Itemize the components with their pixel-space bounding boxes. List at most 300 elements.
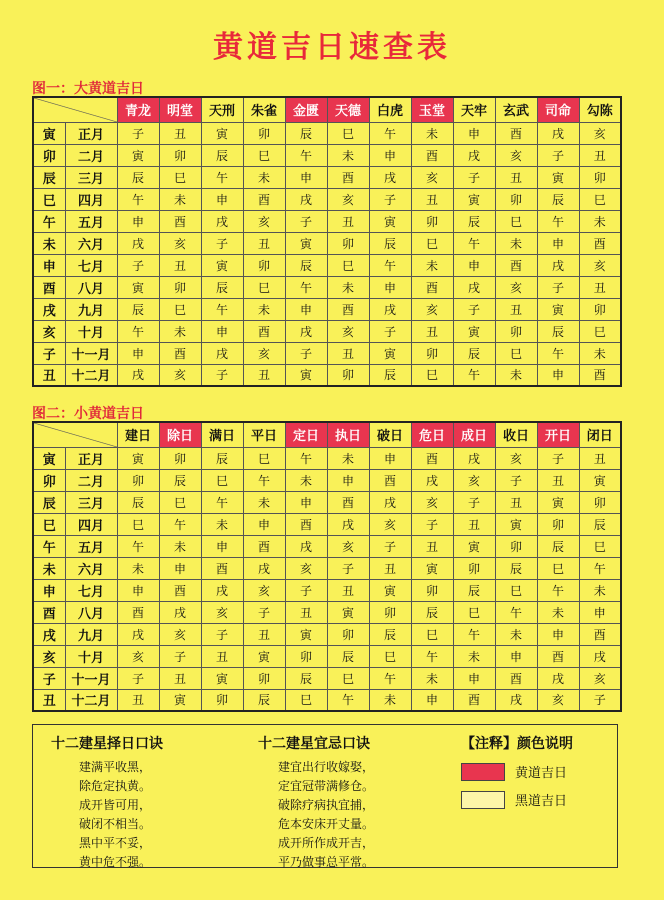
column-header: 开日 — [537, 422, 579, 447]
table-cell: 巳 — [495, 342, 537, 364]
table-cell: 寅 — [159, 689, 201, 711]
table-cell: 午 — [453, 623, 495, 645]
table-cell: 子 — [495, 469, 537, 491]
branch-cell: 酉 — [33, 276, 65, 298]
table-cell: 未 — [411, 122, 453, 144]
table-cell: 申 — [117, 579, 159, 601]
table-cell: 酉 — [369, 469, 411, 491]
table-cell: 酉 — [495, 667, 537, 689]
month-cell: 十月 — [65, 320, 117, 342]
table-cell: 辰 — [537, 320, 579, 342]
rhyme-yiji — [258, 733, 374, 872]
table-cell: 戌 — [369, 166, 411, 188]
month-cell: 四月 — [65, 513, 117, 535]
table-cell: 亥 — [369, 513, 411, 535]
table-cell: 午 — [201, 491, 243, 513]
table-cell: 巳 — [453, 601, 495, 623]
table-cell: 戌 — [159, 601, 201, 623]
table-cell: 未 — [327, 447, 369, 469]
table-cell: 亥 — [411, 491, 453, 513]
table-cell: 申 — [243, 513, 285, 535]
table-cell: 寅 — [369, 579, 411, 601]
branch-cell: 戌 — [33, 298, 65, 320]
table-cell: 申 — [117, 342, 159, 364]
table-cell: 申 — [327, 469, 369, 491]
column-header: 闭日 — [579, 422, 621, 447]
table-cell: 卯 — [327, 232, 369, 254]
table-cell: 子 — [201, 232, 243, 254]
table-cell: 卯 — [201, 689, 243, 711]
table-cell: 酉 — [159, 342, 201, 364]
table-cell: 亥 — [243, 210, 285, 232]
month-cell: 五月 — [65, 210, 117, 232]
table-cell: 卯 — [285, 645, 327, 667]
table-cell: 辰 — [327, 645, 369, 667]
notes-title: 【注释】颜色说明 — [461, 736, 573, 752]
month-cell: 二月 — [65, 144, 117, 166]
table-cell: 巳 — [243, 447, 285, 469]
table-cell: 未 — [411, 254, 453, 276]
branch-cell: 午 — [33, 535, 65, 557]
branch-cell: 亥 — [33, 320, 65, 342]
table-cell: 辰 — [117, 491, 159, 513]
branch-cell: 寅 — [33, 122, 65, 144]
branch-cell: 酉 — [33, 601, 65, 623]
table-cell: 丑 — [495, 491, 537, 513]
table-cell: 寅 — [453, 320, 495, 342]
branch-cell: 午 — [33, 210, 65, 232]
table-cell: 午 — [201, 166, 243, 188]
table-cell: 戌 — [117, 623, 159, 645]
table-cell: 巳 — [579, 188, 621, 210]
table-cell: 亥 — [453, 469, 495, 491]
table-cell: 卯 — [495, 188, 537, 210]
rhyme-line: 成开所作成开吉， — [278, 836, 375, 850]
month-cell: 十二月 — [65, 364, 117, 386]
month-cell: 八月 — [65, 276, 117, 298]
table-cell: 亥 — [159, 623, 201, 645]
table-cell: 午 — [369, 667, 411, 689]
table-cell: 巳 — [579, 320, 621, 342]
month-cell: 十一月 — [65, 667, 117, 689]
table-cell: 巳 — [159, 491, 201, 513]
table-cell: 子 — [579, 689, 621, 711]
table-cell: 戌 — [285, 320, 327, 342]
table-cell: 寅 — [495, 513, 537, 535]
table-cell: 亥 — [159, 364, 201, 386]
column-header: 金匮 — [285, 97, 327, 122]
table-cell: 申 — [285, 491, 327, 513]
table-cell: 丑 — [117, 689, 159, 711]
table-cell: 巳 — [369, 645, 411, 667]
table-cell: 未 — [159, 320, 201, 342]
table-cell: 卯 — [411, 210, 453, 232]
month-cell: 十一月 — [65, 342, 117, 364]
column-header: 满日 — [201, 422, 243, 447]
table-cell: 丑 — [495, 298, 537, 320]
column-header: 朱雀 — [243, 97, 285, 122]
table-cell: 申 — [453, 122, 495, 144]
table-cell: 酉 — [411, 276, 453, 298]
table-cell: 巳 — [327, 254, 369, 276]
table-cell: 午 — [327, 689, 369, 711]
table-cell: 卯 — [495, 320, 537, 342]
table-cell: 酉 — [579, 623, 621, 645]
table-cell: 辰 — [537, 535, 579, 557]
table-cell: 丑 — [579, 144, 621, 166]
table-cell: 酉 — [453, 689, 495, 711]
branch-cell: 寅 — [33, 447, 65, 469]
table-cell: 寅 — [201, 667, 243, 689]
branch-cell: 巳 — [33, 188, 65, 210]
rhyme-selection — [51, 733, 163, 872]
table-cell: 卯 — [579, 491, 621, 513]
table-cell: 卯 — [243, 122, 285, 144]
table-cell: 戌 — [453, 276, 495, 298]
column-header: 定日 — [285, 422, 327, 447]
table-cell: 卯 — [159, 447, 201, 469]
table-cell: 酉 — [285, 513, 327, 535]
table-cell: 丑 — [327, 210, 369, 232]
table-cell: 巳 — [537, 557, 579, 579]
rhyme-line: 破闭不相当。 — [79, 817, 152, 831]
color-swatch-red — [461, 763, 505, 781]
table-cell: 辰 — [117, 166, 159, 188]
table-cell: 酉 — [579, 232, 621, 254]
branch-cell: 卯 — [33, 144, 65, 166]
page-title: 黄道吉日速查表 — [213, 30, 451, 65]
table-cell: 未 — [495, 623, 537, 645]
table-cell: 戌 — [537, 254, 579, 276]
table-cell: 申 — [201, 188, 243, 210]
table-cell: 亥 — [159, 232, 201, 254]
table-row — [33, 320, 621, 342]
small-huangdao-table — [32, 421, 622, 712]
table-cell: 申 — [537, 364, 579, 386]
table-cell: 亥 — [327, 320, 369, 342]
table-cell: 戌 — [453, 447, 495, 469]
table-cell: 申 — [495, 645, 537, 667]
table-cell: 卯 — [243, 667, 285, 689]
table-cell: 戌 — [201, 579, 243, 601]
table-cell: 子 — [285, 342, 327, 364]
table-cell: 午 — [117, 535, 159, 557]
note-heidao — [461, 790, 573, 809]
table-cell: 酉 — [159, 579, 201, 601]
table-cell: 辰 — [453, 342, 495, 364]
column-header: 除日 — [159, 422, 201, 447]
table-cell: 丑 — [579, 276, 621, 298]
table-cell: 子 — [201, 364, 243, 386]
table-row — [33, 298, 621, 320]
table-cell: 亥 — [579, 667, 621, 689]
table-cell: 申 — [369, 276, 411, 298]
table-cell: 未 — [243, 166, 285, 188]
table-cell: 午 — [159, 513, 201, 535]
table-cell: 丑 — [327, 579, 369, 601]
table-cell: 未 — [495, 232, 537, 254]
month-cell: 三月 — [65, 491, 117, 513]
table-cell: 申 — [369, 144, 411, 166]
rhyme-line: 黄中危不强。 — [79, 855, 152, 869]
table-cell: 申 — [537, 232, 579, 254]
table-cell: 戌 — [537, 667, 579, 689]
table-cell: 丑 — [411, 188, 453, 210]
table-cell: 子 — [201, 623, 243, 645]
rhyme-line: 破除疗病执宜捕， — [278, 798, 375, 812]
table-cell: 戌 — [201, 210, 243, 232]
branch-cell: 未 — [33, 232, 65, 254]
table-cell: 午 — [537, 342, 579, 364]
rhyme-line: 成开皆可用， — [79, 798, 152, 812]
column-header: 天德 — [327, 97, 369, 122]
table-cell: 辰 — [201, 144, 243, 166]
branch-cell: 子 — [33, 667, 65, 689]
table-cell: 丑 — [159, 667, 201, 689]
table-cell: 午 — [579, 557, 621, 579]
table-cell: 午 — [201, 298, 243, 320]
table-cell: 子 — [453, 491, 495, 513]
rhyme-line: 建宜出行收嫁娶， — [278, 760, 375, 774]
table-cell: 午 — [453, 232, 495, 254]
table-cell: 亥 — [117, 645, 159, 667]
table-cell: 午 — [285, 276, 327, 298]
table-cell: 亥 — [327, 188, 369, 210]
table-cell: 巳 — [159, 298, 201, 320]
table-cell: 巳 — [411, 623, 453, 645]
rhyme-line: 定宜冠带满修仓。 — [278, 779, 375, 793]
table-cell: 未 — [117, 557, 159, 579]
column-header: 玄武 — [495, 97, 537, 122]
table-cell: 戌 — [285, 188, 327, 210]
table-cell: 子 — [453, 298, 495, 320]
table-cell: 子 — [537, 144, 579, 166]
table-cell: 寅 — [285, 364, 327, 386]
table-cell: 丑 — [453, 513, 495, 535]
legend-box — [32, 724, 618, 868]
column-header: 建日 — [117, 422, 159, 447]
table-cell: 卯 — [411, 579, 453, 601]
table-cell: 戌 — [243, 557, 285, 579]
table-row — [33, 667, 621, 689]
month-cell: 十二月 — [65, 689, 117, 711]
table-row — [33, 491, 621, 513]
table-header-row — [33, 422, 621, 447]
table-row — [33, 342, 621, 364]
table-cell: 申 — [453, 254, 495, 276]
table-cell: 子 — [243, 601, 285, 623]
table-cell: 子 — [117, 122, 159, 144]
table-corner-cell — [33, 97, 117, 122]
table-cell: 戌 — [327, 513, 369, 535]
table-row — [33, 166, 621, 188]
month-cell: 三月 — [65, 166, 117, 188]
table-row — [33, 535, 621, 557]
table-cell: 丑 — [243, 364, 285, 386]
table-cell: 辰 — [537, 188, 579, 210]
table-row — [33, 645, 621, 667]
table-cell: 子 — [453, 166, 495, 188]
table-cell: 巳 — [159, 166, 201, 188]
table-cell: 亥 — [579, 122, 621, 144]
table-cell: 子 — [369, 188, 411, 210]
month-cell: 八月 — [65, 601, 117, 623]
table-cell: 丑 — [579, 447, 621, 469]
rhyme-line: 除危定执黄。 — [79, 779, 152, 793]
table-cell: 寅 — [285, 232, 327, 254]
table-cell: 酉 — [327, 298, 369, 320]
table-cell: 未 — [243, 298, 285, 320]
table-cell: 卯 — [579, 298, 621, 320]
table-cell: 亥 — [243, 579, 285, 601]
table-cell: 未 — [579, 210, 621, 232]
table-cell: 子 — [117, 254, 159, 276]
table-cell: 丑 — [243, 232, 285, 254]
table-cell: 辰 — [201, 276, 243, 298]
table-cell: 丑 — [411, 535, 453, 557]
table-cell: 巳 — [243, 144, 285, 166]
table-cell: 未 — [579, 579, 621, 601]
table-row — [33, 447, 621, 469]
table-cell: 寅 — [201, 254, 243, 276]
table-cell: 辰 — [117, 298, 159, 320]
column-header: 司命 — [537, 97, 579, 122]
table-cell: 亥 — [411, 298, 453, 320]
table-cell: 卯 — [327, 623, 369, 645]
table-cell: 午 — [117, 320, 159, 342]
table-cell: 寅 — [537, 166, 579, 188]
table-cell: 巳 — [117, 513, 159, 535]
table-cell: 午 — [369, 122, 411, 144]
branch-cell: 子 — [33, 342, 65, 364]
table-cell: 子 — [537, 276, 579, 298]
table-cell: 午 — [453, 364, 495, 386]
table-cell: 卯 — [495, 535, 537, 557]
table-cell: 丑 — [285, 601, 327, 623]
branch-cell: 辰 — [33, 491, 65, 513]
table-cell: 卯 — [453, 557, 495, 579]
rhyme-line: 平乃做事总平常。 — [278, 855, 375, 869]
table-cell: 卯 — [159, 144, 201, 166]
table-cell: 寅 — [453, 188, 495, 210]
table-cell: 午 — [243, 469, 285, 491]
table-cell: 巳 — [201, 469, 243, 491]
column-header: 明堂 — [159, 97, 201, 122]
table-row — [33, 232, 621, 254]
rhyme-line: 危本安床开丈量。 — [278, 817, 375, 831]
table-cell: 丑 — [327, 342, 369, 364]
table-cell: 子 — [117, 667, 159, 689]
table-cell: 辰 — [579, 513, 621, 535]
table-row — [33, 276, 621, 298]
table-row — [33, 122, 621, 144]
table-cell: 辰 — [453, 579, 495, 601]
table-cell: 未 — [369, 689, 411, 711]
table-cell: 巳 — [411, 232, 453, 254]
table-cell: 未 — [411, 667, 453, 689]
column-header: 收日 — [495, 422, 537, 447]
table-cell: 亥 — [579, 254, 621, 276]
table-cell: 巳 — [495, 210, 537, 232]
table-cell: 辰 — [285, 254, 327, 276]
table-cell: 丑 — [537, 469, 579, 491]
column-header: 玉堂 — [411, 97, 453, 122]
table-cell: 申 — [159, 557, 201, 579]
column-header: 青龙 — [117, 97, 159, 122]
table-cell: 亥 — [495, 447, 537, 469]
month-cell: 九月 — [65, 298, 117, 320]
table-cell: 辰 — [243, 689, 285, 711]
table-cell: 卯 — [117, 469, 159, 491]
rhyme-line: 黑中平不妥， — [79, 836, 152, 850]
table-cell: 未 — [285, 469, 327, 491]
table-cell: 丑 — [243, 623, 285, 645]
table-cell: 戌 — [369, 491, 411, 513]
table-cell: 辰 — [285, 122, 327, 144]
table-cell: 丑 — [369, 557, 411, 579]
table-cell: 亥 — [495, 144, 537, 166]
column-header: 勾陈 — [579, 97, 621, 122]
table-cell: 申 — [579, 601, 621, 623]
table-cell: 巳 — [327, 122, 369, 144]
table-cell: 卯 — [327, 364, 369, 386]
table-cell: 未 — [327, 144, 369, 166]
table-cell: 寅 — [369, 342, 411, 364]
column-header: 执日 — [327, 422, 369, 447]
table-cell: 酉 — [327, 491, 369, 513]
table-cell: 未 — [159, 188, 201, 210]
branch-cell: 未 — [33, 557, 65, 579]
table-cell: 午 — [117, 188, 159, 210]
month-cell: 正月 — [65, 122, 117, 144]
table-cell: 巳 — [285, 689, 327, 711]
table-cell: 酉 — [411, 144, 453, 166]
table-cell: 午 — [369, 254, 411, 276]
table-cell: 戌 — [117, 232, 159, 254]
table-cell: 戌 — [579, 645, 621, 667]
table-cell: 丑 — [411, 320, 453, 342]
table-cell: 卯 — [537, 513, 579, 535]
table-cell: 子 — [411, 513, 453, 535]
table-cell: 卯 — [369, 601, 411, 623]
table-cell: 寅 — [327, 601, 369, 623]
table-cell: 戌 — [369, 298, 411, 320]
table-cell: 丑 — [201, 645, 243, 667]
month-cell: 正月 — [65, 447, 117, 469]
table-cell: 巳 — [327, 667, 369, 689]
table-row — [33, 469, 621, 491]
table-row — [33, 254, 621, 276]
table-cell: 寅 — [537, 298, 579, 320]
table-cell: 巳 — [495, 579, 537, 601]
table-cell: 亥 — [243, 342, 285, 364]
month-cell: 九月 — [65, 623, 117, 645]
table-cell: 辰 — [201, 447, 243, 469]
month-cell: 七月 — [65, 254, 117, 276]
table-cell: 未 — [495, 364, 537, 386]
table-cell: 卯 — [243, 254, 285, 276]
table-cell: 戌 — [537, 122, 579, 144]
column-header: 成日 — [453, 422, 495, 447]
column-header: 白虎 — [369, 97, 411, 122]
table-cell: 辰 — [495, 557, 537, 579]
branch-cell: 辰 — [33, 166, 65, 188]
table-cell: 亥 — [201, 601, 243, 623]
table-cell: 辰 — [159, 469, 201, 491]
table-row — [33, 144, 621, 166]
table-row — [33, 513, 621, 535]
table-cell: 巳 — [579, 535, 621, 557]
